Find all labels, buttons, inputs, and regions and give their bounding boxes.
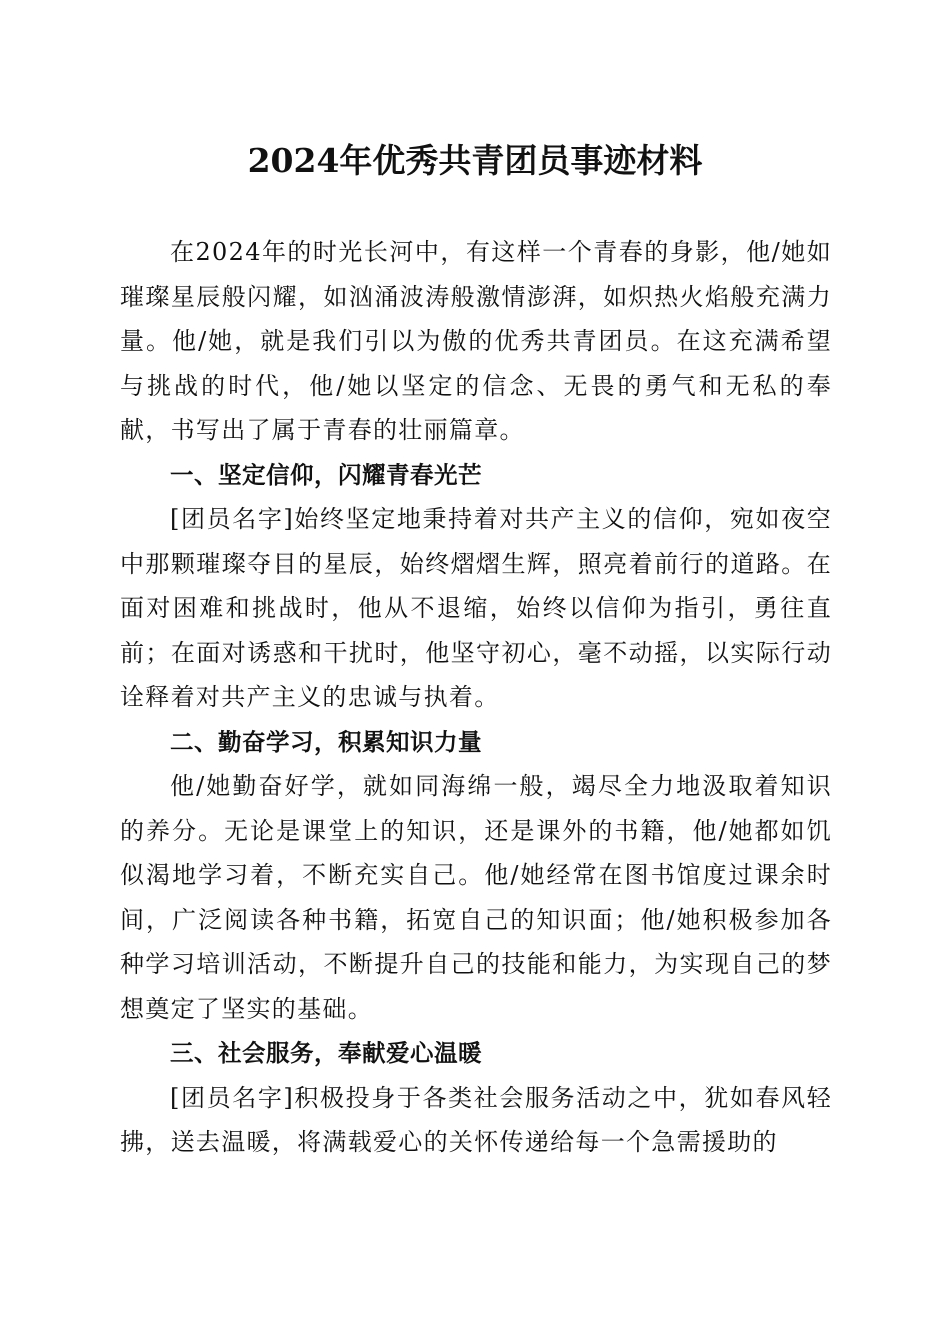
intro-paragraph: 在2024年的时光长河中，有这样一个青春的身影，他/她如璀璨星辰般闪耀，如汹涌波涛般激情澎湃，如炽热火焰般充满力量。他/她，就是我们引以为傲的优秀共青团员。在这充满希望与挑战的时代，他/她以坚定的信念、无畏的勇气和无私的奉献，书写出了属于青春的壮丽篇章。 xyxy=(120,238,832,444)
section-heading-belief: 一、坚定信仰，闪耀青春光芒 xyxy=(170,460,482,489)
section-paragraph-belief: [团员名字]始终坚定地秉持着对共产主义的信仰，宛如夜空中那颗璀璨夺目的星辰，始终熠熠生辉，照亮着前行的道路。在面对困难和挑战时，他从不退缩，始终以信仰为指引，勇往直前；在面对诱惑和干扰时，他坚守初心，毫不动摇，以实际行动诠释着对共产主义的忠诚与执着。 xyxy=(120,505,832,711)
section-heading-service: 三、社会服务，奉献爱心温暖 xyxy=(170,1039,482,1067)
document-body xyxy=(120,230,832,1165)
section-heading-study: 二、勤奋学习，积累知识力量 xyxy=(170,727,482,756)
section-paragraph-service: [团员名字]积极投身于各类社会服务活动之中，犹如春风轻拂，送去温暖，将满载爱心的关怀传递给每一个急需援助的 xyxy=(120,1083,832,1156)
section-paragraph-study: 他/她勤奋好学，就如同海绵一般，竭尽全力地汲取着知识的养分。无论是课堂上的知识，还是课外的书籍，他/她都如饥似渴地学习着，不断充实自己。他/她经常在图书馆度过课余时间，广泛阅读各种书籍，拓宽自己的知识面；他/她积极参加各种学习培训活动，不断提升自己的技能和能力，为实现自己的梦想奠定了坚实的基础。 xyxy=(120,772,832,1023)
document-title: 2024年优秀共青团员事迹材料 xyxy=(247,141,703,180)
